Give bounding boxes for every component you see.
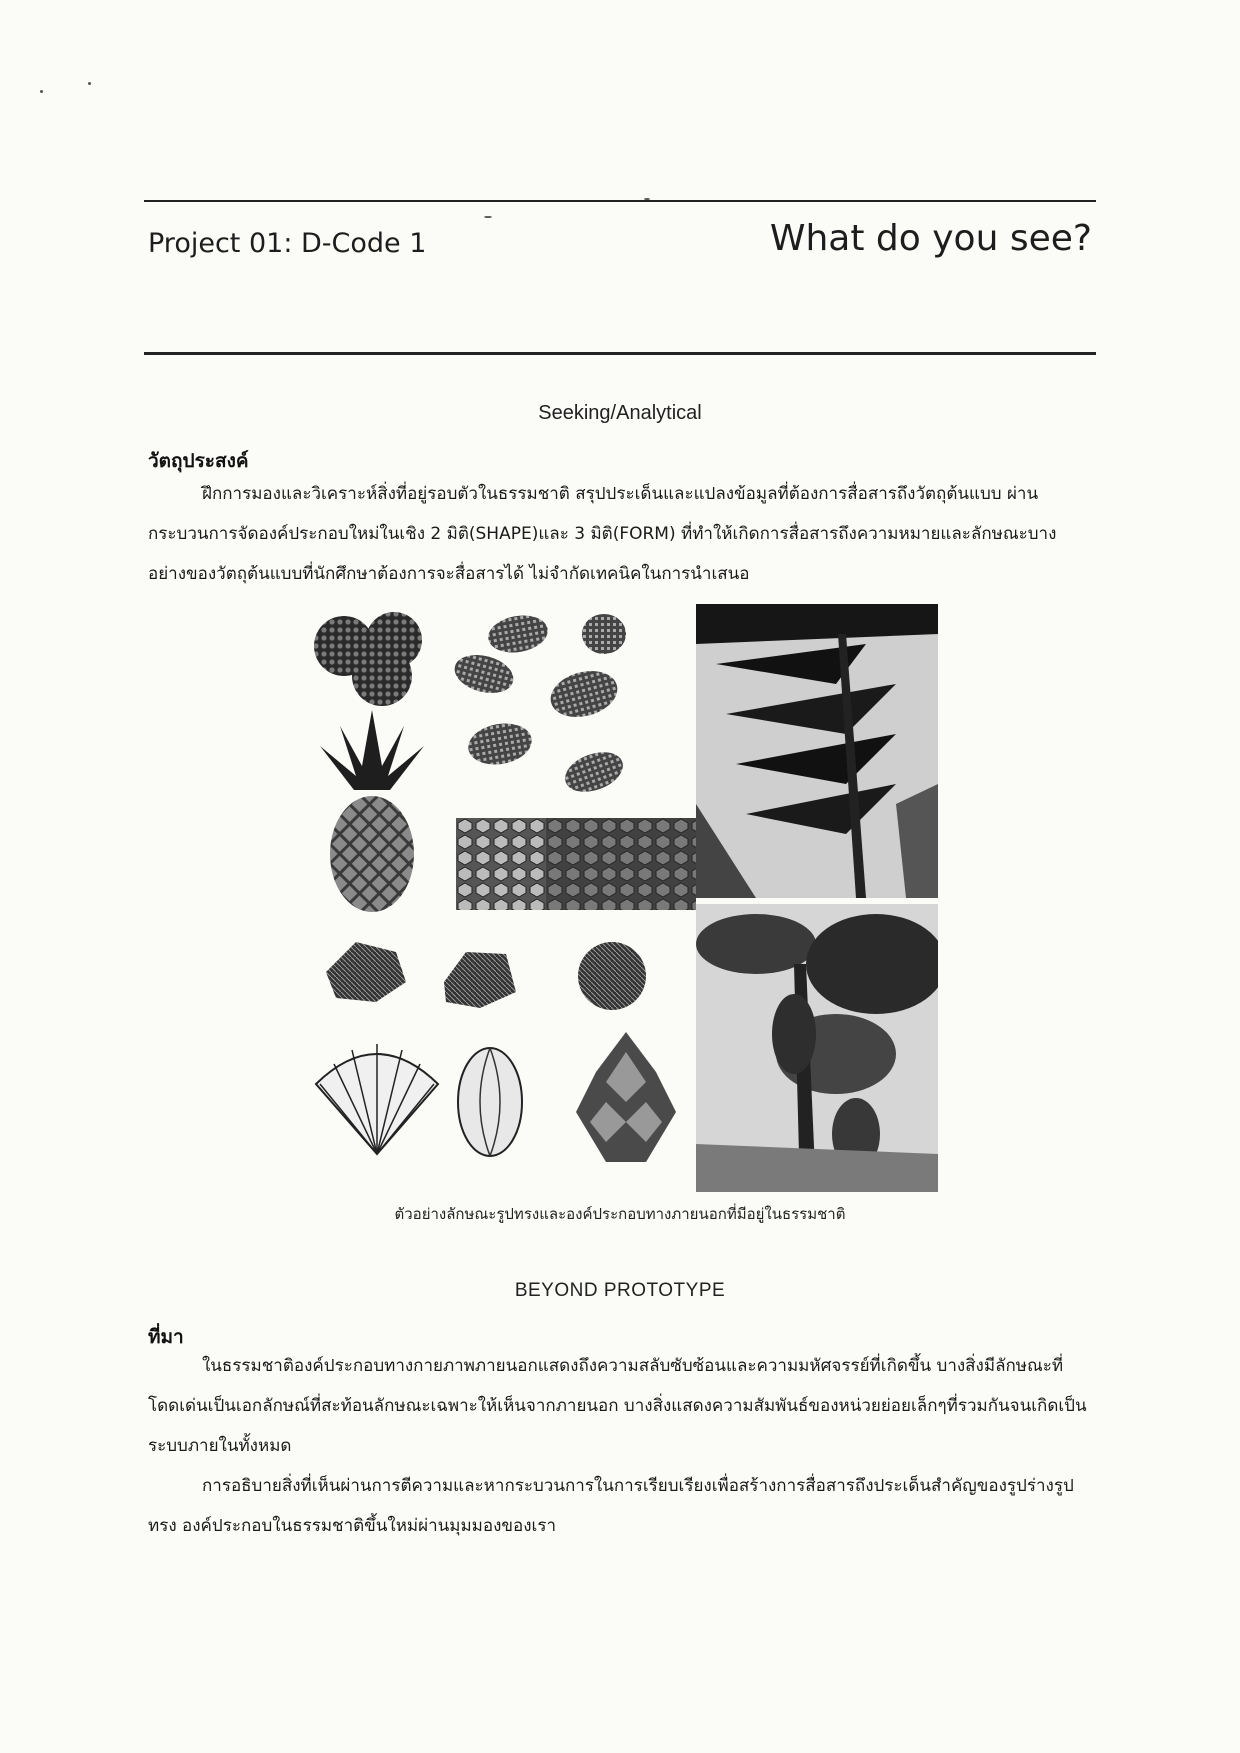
section-heading-seeking: Seeking/Analytical (538, 402, 702, 424)
raspberry-image (304, 610, 444, 706)
background-paragraph-1 (148, 1346, 1088, 1466)
page-tagline: What do you see? (769, 218, 1092, 259)
section-heading-beyond-prototype: BEYOND PROTOTYPE (514, 1280, 726, 1301)
header-bottom-rule (144, 352, 1096, 355)
weaver-nest-tree-image (696, 904, 938, 1192)
spiky-shells-image (316, 922, 694, 1022)
figure-caption: ตัวอย่างลักษณะรูปทรงและองค์ประกอบทางภายนอกที่มีอยู่ในธรรมชาติ (394, 1205, 846, 1223)
scan-speck (484, 216, 492, 218)
cockle-shell-image (450, 1042, 530, 1162)
background-text-1: ในธรรมชาติองค์ประกอบทางกายภาพภายนอกแสดงถึงความสลับซับซ้อนและความมหัศจรรย์ที่เกิดขึ้น บางสิ่งมีลักษณะที่โดดเด่นเป็นเอกลักษณ์ที่สะท้อนลักษณะเฉพาะให้เห็นจากภายนอก บางสิ่งแสดงความสัมพันธ์ของหน่วยย่อยเล็กๆที่รวมกันจนเกิดเป็นระบบภายในทั้งหมด (148, 1356, 1087, 1456)
background-paragraph-2 (148, 1466, 1088, 1546)
header-top-rule (144, 200, 1096, 202)
honeycomb-image (456, 818, 696, 910)
cone-shells-image (444, 604, 654, 804)
pineapple-image (310, 706, 434, 914)
background-text-2: การอธิบายสิ่งที่เห็นผ่านการตีความและหากระบวนการในการเรียบเรียงเพื่อสร้างการสื่อสารถึงประเด็นสำคัญของรูปร่างรูปทรง องค์ประกอบในธรรมชาติขึ้นใหม่ผ่านมุมมองของเรา (148, 1476, 1074, 1536)
heliconia-image (696, 604, 938, 898)
objective-heading: วัตถุประสงค์ (148, 450, 249, 472)
objective-paragraph (148, 474, 1088, 594)
project-title: Project 01: D-Code 1 (148, 228, 427, 259)
background-heading: ที่มา (148, 1326, 184, 1348)
artichoke-image (566, 1022, 686, 1172)
objective-text: ฝึกการมองและวิเคราะห์สิ่งที่อยู่รอบตัวในธรรมชาติ สรุปประเด็นและแปลงข้อมูลที่ต้องการสื่อสารถึงวัตถุต้นแบบ ผ่านกระบวนการจัดองค์ประกอบใหม่ในเชิง 2 มิติ(SHAPE)และ 3 มิติ(FORM) ที่ทำให้เกิดการสื่อสารถึงความหมายและลักษณะบางอย่างของวัตถุต้นแบบที่นักศึกษาต้องการจะสื่อสารได้ ไม่จำกัดเทคนิคในการนำเสนอ (148, 484, 1057, 584)
nature-collage-figure (304, 604, 946, 1192)
scan-speck (88, 82, 91, 85)
scan-speck (40, 90, 43, 93)
scallop-shell-image (310, 1034, 444, 1162)
